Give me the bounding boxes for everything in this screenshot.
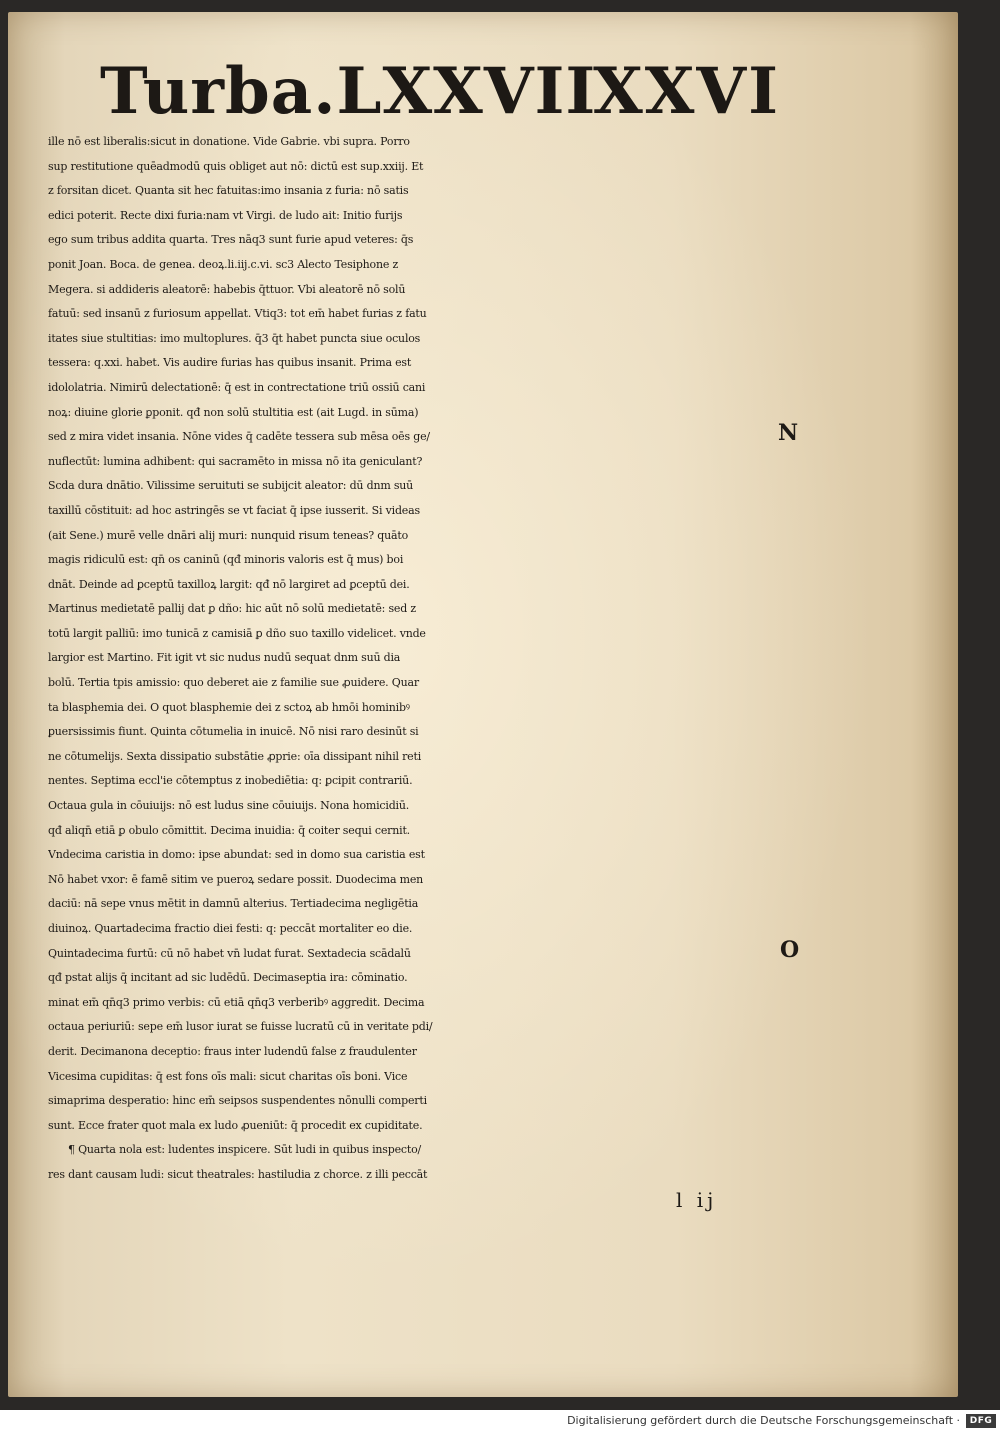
text-line: nuflectūt: lumina adhibent: qui sacramēto in missa nō ita geniculant? — [48, 454, 423, 468]
text-line: idololatria. Nimirū delectationē: q̄ est in contrectatione triū ossiū cani — [48, 380, 426, 394]
text-line: totū largit palliū: imo tunicā z camisiā ꝑ dño suo taxillo videlicet. vnde — [48, 626, 426, 640]
text-line: ille nō est liberalis:sicut in donatione. Vide Gabrie. vbi supra. Porro — [48, 135, 410, 148]
text-line: Martinus medietatē pallij dat ꝑ dño: hic aūt nō solū medietatē: sed z — [48, 602, 416, 616]
text-line: Quintadecima furtū: cū nō habet vn̄ ludat furat. Sextadecia scādalū — [48, 946, 411, 960]
text-line: simaprima desperatio: hinc em̄ seipsos suspendentes nōnulli comperti — [48, 1094, 427, 1108]
signature-mark: l ij — [676, 1188, 718, 1212]
text-line: tessera: q.xxi. habet. Vis audire furias has quibus insanit. Prima est — [48, 356, 412, 370]
text-line: taxillū cōstituit: ad hoc astringēs se vt faciat q̄ ipse iusserit. Si videas — [48, 503, 420, 517]
text-line: sed z mira videt insania. Nōne vides q̄ cadēte tessera sub mēsa oēs ge/ — [48, 430, 430, 444]
text-line: Scda dura dnātio. Vilissime seruituti se subijcit aleator: dū dnm suū — [48, 479, 414, 493]
text-line: qđ aliqn̄ etiā ꝑ obulo cōmittit. Decima inuidia: q̄ coiter sequi cernit. — [48, 823, 410, 837]
text-line: noꝝ: diuine glorie ꝑponit. qđ non solū stultitia est (ait Lugd. in sūma) — [48, 405, 419, 419]
text-line: fatuū: sed insanū z furiosum appellat. Vtiq3: tot em̄ habet furias z fatu — [48, 307, 427, 321]
text-line: diuinoꝝ. Quartadecima fractio diei festi: q: peccāt mortaliter eo die. — [48, 922, 413, 935]
text-line: res dant causam ludi: sicut theatrales: hastiludia z chorce. z illi peccāt — [48, 1167, 428, 1181]
text-block — [48, 130, 788, 1188]
text-line: ne cōtumelijs. Sexta dissipatio substātie ꝓprie: oīa dissipant nihil reti — [48, 749, 422, 763]
text-line: sup restitutione quēadmodū quis obliget aut nō: dictū est sup.xxiij. Et — [48, 159, 424, 173]
text-line: sunt. Ecce frater quot mala ex ludo ꝓueniūt: q̄ procedit ex cupiditate. — [48, 1118, 423, 1132]
credit-bar — [0, 1410, 1000, 1433]
dfg-logo: DFG — [966, 1414, 996, 1428]
running-title: Turba.LXXVII — [100, 54, 597, 129]
text-line: (ait Sene.) murē velle dnāri alij muri: nunquid risum teneas? quāto — [48, 528, 409, 542]
marginal-note: N — [778, 420, 799, 446]
text-line: ego sum tribus addita quarta. Tres nāq3 sunt furie apud veteres: q̄s — [48, 233, 414, 247]
text-line: bolū. Tertia tpis amissio: quo deberet aie z familie sue ꝓuidere. Quar — [48, 676, 419, 690]
marginal-note: O — [780, 937, 800, 963]
text-line: ¶ Quarta nola est: ludentes inspicere. Sūt ludi in quibus inspecto/ — [68, 1143, 422, 1157]
text-line: itates siue stultitias: imo multoplures. q̄3 q̄t habet puncta siue oculos — [48, 331, 421, 345]
text-line: z forsitan dicet. Quanta sit hec fatuitas:imo insania z furia: nō satis — [48, 184, 409, 198]
text-line: ꝑuersissimis fiunt. Quinta cōtumelia in inuicē. Nō nisi raro desinūt si — [48, 725, 419, 739]
text-line: edici poterit. Recte dixi furia:nam vt Virgi. de ludo ait: Initio furijs — [48, 208, 403, 222]
text-line: qđ pstat alijs q̄ incitant ad sic ludēdū. Decimaseptia ira: cōminatio. — [48, 971, 408, 985]
book-page — [8, 12, 958, 1397]
text-line: dnāt. Deinde ad ꝑceptū taxilloꝝ largit: qđ nō largiret ad ꝑceptū dei. — [48, 577, 410, 591]
text-line: ta blasphemia dei. O quot blasphemie dei z sctoꝝ ab hmōi hominibꝰ — [48, 700, 410, 714]
credit-text: Digitalisierung gefördert durch die Deutsche Forschungsgemeinschaft · — [567, 1414, 960, 1427]
text-line: octaua periuriū: sepe em̄ lusor iurat se fuisse lucratū cū in veritate pdi/ — [48, 1020, 433, 1034]
folio-number: XXVI — [593, 54, 780, 129]
text-line: Vndecima caristia in domo: ipse abundat: sed in domo sua caristia est — [48, 848, 425, 862]
text-line: nentes. Septima eccl'ie cōtemptus z inobediētia: q: ꝑcipit contrariū. — [48, 774, 413, 788]
text-line: Megera. si addideris aleatorē: habebis q̄ttuor. Vbi aleatorē nō solū — [48, 282, 406, 296]
text-line: Vicesima cupiditas: q̄ est fons oīs mali: sicut charitas oīs boni. Vice — [48, 1069, 408, 1083]
text-line: largior est Martino. Fit igit vt sic nudus nudū sequat dnm suū dia — [48, 651, 401, 665]
text-line: Nō habet vxor: ē famē sitim ve pueroꝝ sedare possit. Duodecima men — [48, 872, 424, 886]
text-line: daciū: nā sepe vnus mētit in damnū alterius. Tertiadecima negligētia — [48, 897, 419, 911]
text-line: ponit Joan. Boca. de genea. deoꝝ.li.iij.c.vi. sc3 Alecto Tesiphone z — [48, 257, 399, 271]
text-line: Octaua gula in cōuiuijs: nō est ludus sine cōuiuijs. Nona homicidiū. — [48, 799, 410, 813]
text-line: magis ridiculū est: qn̄ os caninū (qđ minoris valoris est q̄ mus) boi — [48, 553, 404, 567]
text-line: derit. Decimanona deceptio: fraus inter ludendū false z fraudulenter — [48, 1044, 417, 1058]
running-head — [100, 52, 780, 132]
text-line: minat em̄ qn̄q3 primo verbis: cū etiā qn̄q3 verberibꝰ aggredit. Decima — [48, 995, 425, 1009]
